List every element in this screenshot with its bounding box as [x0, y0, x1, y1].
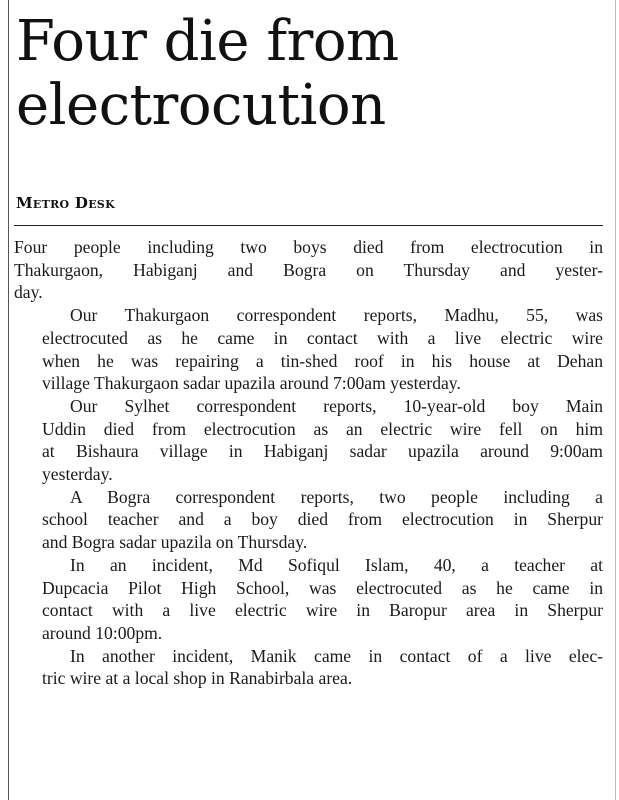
article-line: school teacher and a boy died from electrocution in Sherpur: [42, 509, 603, 530]
article-line: village Thakurgaon sadar upazila around 7:00am yesterday.: [42, 373, 461, 394]
article-line: yesterday.: [42, 464, 113, 485]
article-body: [14, 236, 603, 690]
column-rule-right: [615, 0, 616, 800]
headline-line-2: electrocution: [16, 73, 386, 138]
article-line: In another incident, Manik came in contact of a live elec-: [70, 645, 603, 666]
article-line: Four people including two boys died from electrocution in: [14, 237, 603, 257]
article-line: day.: [14, 282, 43, 303]
article-line: A Bogra correspondent reports, two people including a: [70, 486, 603, 507]
article-line: electrocuted as he came in contact with a live electric wire: [42, 327, 603, 348]
article-paragraph: [14, 395, 603, 486]
article-paragraph: [14, 304, 603, 395]
article-line: Our Thakurgaon correspondent reports, Madhu, 55, was: [70, 305, 603, 326]
article-line: Uddin died from electrocution as an electric wire fell on him: [42, 418, 603, 439]
article-line: at Bishaura village in Habiganj sadar upazila around 9:00am: [42, 441, 603, 462]
article-line: contact with a live electric wire in Baropur area in Sherpur: [42, 600, 603, 621]
headline: [16, 10, 606, 138]
article-paragraph: [14, 554, 603, 645]
article-line: Dupcacia Pilot High School, was electrocuted as he came in: [42, 577, 603, 598]
headline-line-1: Four die from: [16, 9, 399, 74]
byline-divider: [14, 225, 603, 226]
article-paragraph: [14, 486, 603, 554]
article-line: In an incident, Md Sofiqul Islam, 40, a teacher at: [70, 554, 603, 575]
byline: Metro Desk: [16, 194, 116, 212]
article-line: and Bogra sadar upazila on Thursday.: [42, 532, 308, 553]
article-paragraph: [14, 236, 603, 304]
article-line: Our Sylhet correspondent reports, 10-year-old boy Main: [70, 395, 603, 416]
column-rule-left: [8, 0, 9, 800]
article-line: Thakurgaon, Habiganj and Bogra on Thursday and yester-: [14, 259, 603, 280]
article-line: when he was repairing a tin-shed roof in his house at Dehan: [42, 350, 603, 371]
article-line: around 10:00pm.: [42, 622, 163, 643]
article-line: tric wire at a local shop in Ranabirbala area.: [42, 668, 353, 689]
article-paragraph: [14, 645, 603, 690]
